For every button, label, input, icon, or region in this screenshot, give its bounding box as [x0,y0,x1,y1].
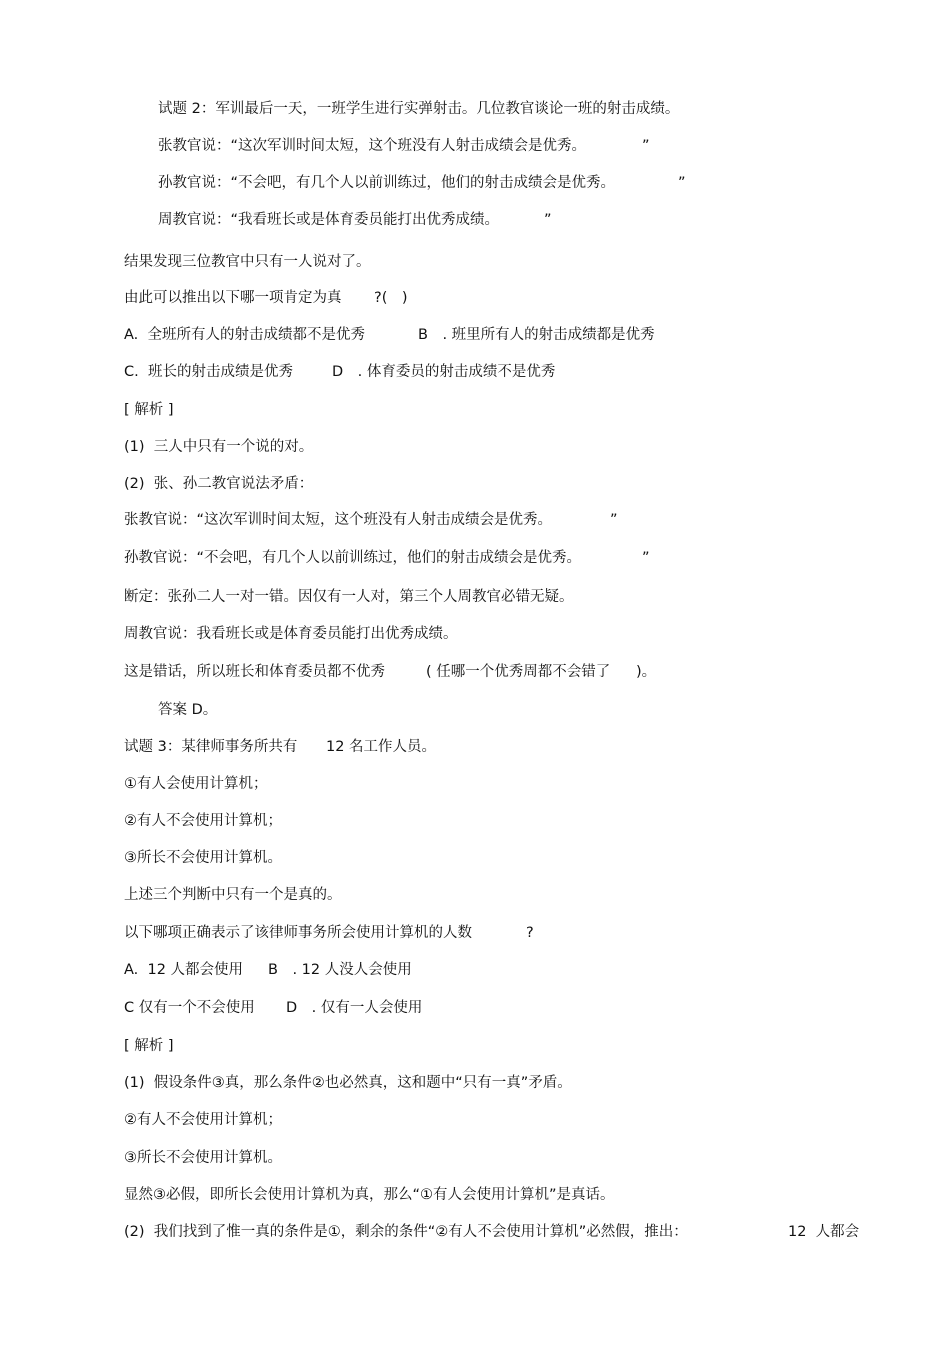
judgment-3: ③所长不会使用计算机。 [124,850,282,866]
analysis-point-2: (2) 张、孙二教官说法矛盾： [124,476,314,492]
closing-quote: ” [642,550,650,566]
conclusion-statement: 断定：张孙二人一对一错。因仅有一人对，第三个人周教官必错无疑。 [124,589,574,605]
closing-quote: ” [678,175,686,191]
judgment-1: ①有人会使用计算机； [124,776,268,792]
question-blank: ?( ) [374,290,408,306]
question-3-intro: 试题 3：某律师事务所共有 [124,739,298,755]
option-d: D . 体育委员的射击成绩不是优秀 [332,364,556,380]
analysis-3-deduction: 显然③必假，即所长会使用计算机为真，那么“①有人会使用计算机”是真话。 [124,1187,615,1203]
instructor-sun-statement: 孙教官说：“不会吧，有几个人以前训练过，他们的射击成绩会是优秀。 [158,175,616,191]
question-3-prompt: 以下哪项正确表示了该律师事务所会使用计算机的人数 [124,925,472,941]
question-3-count: 12 名工作人员。 [326,739,437,755]
option-b: B . 班里所有人的射击成绩都是优秀 [418,327,655,343]
analysis-heading-3: [ 解析 ] [124,1038,174,1054]
analysis-3-judgment-2: ②有人不会使用计算机； [124,1112,282,1128]
question-2-intro: 试题 2：军训最后一天，一班学生进行实弹射击。几位教官谈论一班的射击成绩。 [158,101,680,117]
analysis-3-point-1: (1) 假设条件③真，那么条件②也必然真，这和题中“只有一真”矛盾。 [124,1075,572,1091]
option-c: C. 班长的射击成绩是优秀 [124,364,293,380]
closing-quote: ” [610,512,618,528]
analysis-heading: [ 解析 ] [124,402,174,418]
wrong-statement: 这是错话，所以班长和体育委员都不优秀 [124,664,385,680]
option-a: A. 全班所有人的射击成绩都不是优秀 [124,327,365,343]
question-mark: ? [526,925,534,941]
analysis-point-1: (1) 三人中只有一个说的对。 [124,439,314,455]
question-prompt: 由此可以推出以下哪一项肯定为真 [124,290,342,306]
answer-line: 答案 D。 [158,702,218,718]
wrong-statement-note: ( 任哪一个优秀周都不会错了 [426,664,611,680]
option-c-3: C 仅有一个不会使用 [124,1000,255,1016]
instructor-sun-quote: 孙教官说：“不会吧，有几个人以前训练过，他们的射击成绩会是优秀。 [124,550,582,566]
analysis-3-point-2: (2) 我们找到了惟一真的条件是①，剩余的条件“②有人不会使用计算机”必然假，推出： [124,1224,688,1240]
analysis-3-point-2-tail: 12 人都会 [788,1224,860,1240]
result-statement: 结果发现三位教官中只有一人说对了。 [124,254,371,270]
closing-quote: ” [642,138,650,154]
option-d-3: D . 仅有一人会使用 [286,1000,423,1016]
analysis-3-judgment-3: ③所长不会使用计算机。 [124,1150,282,1166]
instructor-zhang-quote: 张教官说：“这次军训时间太短，这个班没有人射击成绩会是优秀。 [124,512,553,528]
judgment-2: ②有人不会使用计算机； [124,813,282,829]
wrong-statement-end: )。 [636,664,657,680]
option-a-3: A. 12 人都会使用 [124,962,244,978]
option-b-3: B . 12 人没人会使用 [268,962,412,978]
only-one-true: 上述三个判断中只有一个是真的。 [124,887,342,903]
instructor-zhou-quote: 周教官说：我看班长或是体育委员能打出优秀成绩。 [124,626,458,642]
instructor-zhang-statement: 张教官说：“这次军训时间太短，这个班没有人射击成绩会是优秀。 [158,138,587,154]
closing-quote: ” [544,212,552,228]
instructor-zhou-statement: 周教官说：“我看班长或是体育委员能打出优秀成绩。 [158,212,500,228]
